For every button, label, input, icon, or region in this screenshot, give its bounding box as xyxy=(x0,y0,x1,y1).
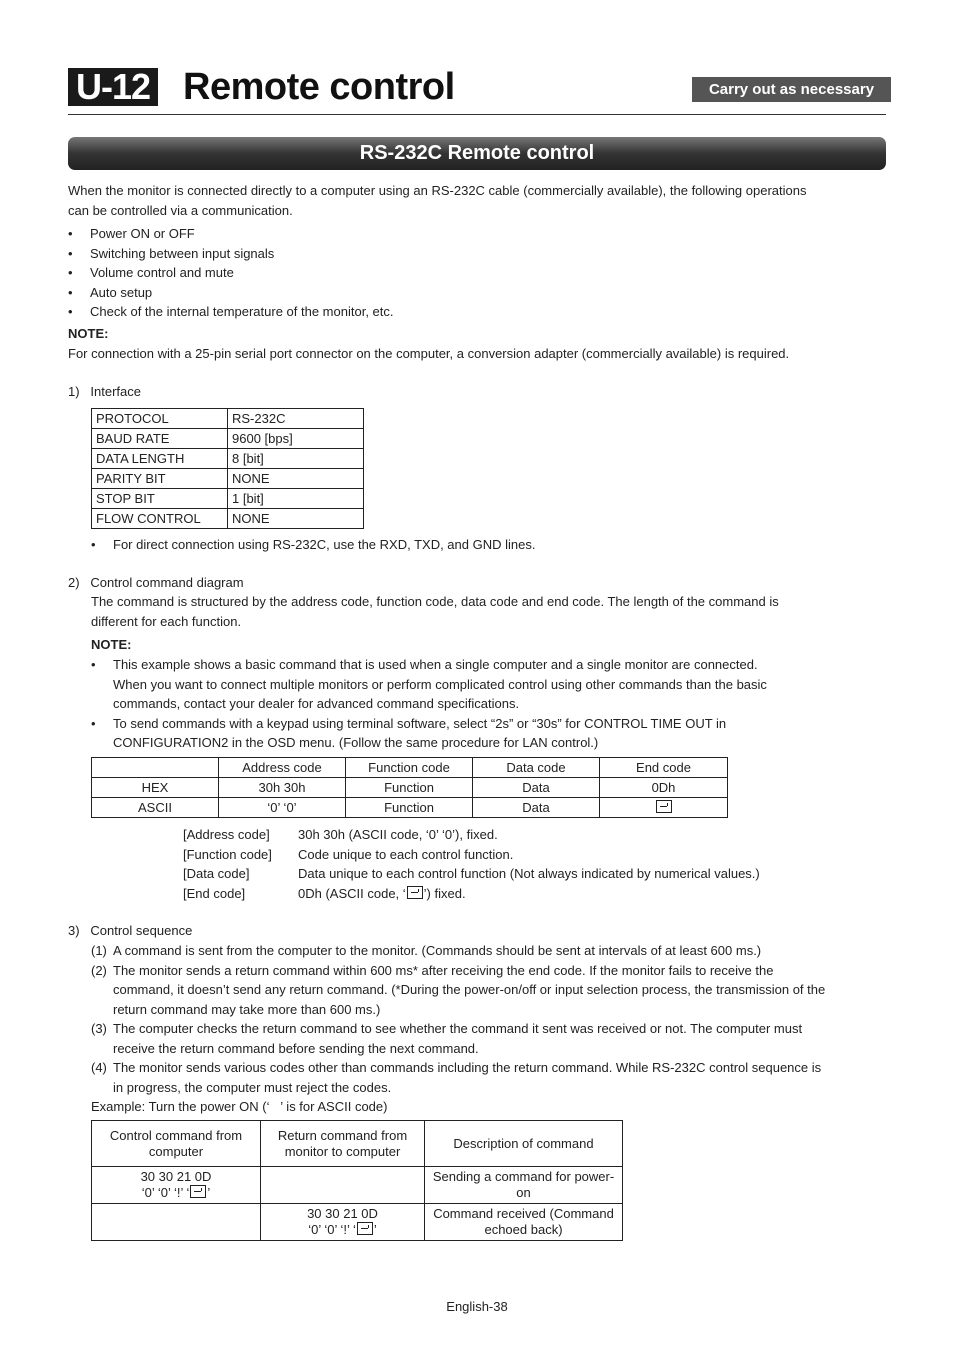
table-cell: RS-232C xyxy=(228,409,364,429)
interface-bullet: • For direct connection using RS-232C, use the RXD, TXD, and GND lines. xyxy=(113,535,535,555)
ascii-code xyxy=(96,1185,256,1201)
definition-row xyxy=(183,845,883,865)
step-number: (1) xyxy=(91,943,107,958)
diagram-line-1: The command is structured by the address code, function code, data code and end code. The length of the command is xyxy=(91,594,779,609)
note-1-line-3: commands, contact your dealer for advanced command specifications. xyxy=(113,696,520,711)
table-row xyxy=(92,1121,623,1167)
diagram-line-2: different for each function. xyxy=(91,613,242,629)
definition-desc: Code unique to each control function. xyxy=(298,846,514,862)
code-definitions xyxy=(183,825,883,903)
diagram-paragraph xyxy=(91,592,891,631)
page-number: English-38 xyxy=(446,1299,508,1314)
list-item: • Auto setup xyxy=(90,283,890,303)
table-cell: ASCII xyxy=(92,798,219,818)
end-desc-part: ’) fixed. xyxy=(423,885,466,901)
ascii-code xyxy=(265,1222,420,1238)
definition-desc xyxy=(298,884,466,904)
header-divider xyxy=(68,114,886,115)
diagram-heading: 2) Control command diagram xyxy=(68,575,244,590)
definition-term: [Data code] xyxy=(183,866,250,881)
table-cell xyxy=(261,1204,425,1241)
page-title: Remote control xyxy=(183,66,455,108)
table-row xyxy=(92,1167,623,1204)
table-cell: FLOW CONTROL xyxy=(92,509,228,529)
table-cell: Data xyxy=(473,798,600,818)
enter-key-icon xyxy=(190,1185,206,1198)
hex-code: 30 30 21 0D xyxy=(140,1169,212,1184)
step-text: The monitor sends various codes other than commands including the return command. While RS-232C control sequence is xyxy=(113,1060,822,1075)
table-cell xyxy=(92,1167,261,1204)
table-cell: PROTOCOL xyxy=(92,409,228,429)
note-2-line-2: CONFIGURATION2 in the OSD menu. (Follow the same procedure for LAN control.) xyxy=(113,735,599,750)
table-cell: STOP BIT xyxy=(92,489,228,509)
table-cell: 9600 [bps] xyxy=(228,429,364,449)
table-cell: ‘0’ ‘0’ xyxy=(219,798,346,818)
definition-row xyxy=(183,884,883,904)
interface-heading: 1) Interface xyxy=(68,384,141,399)
example-text: Example: Turn the power ON (‘ ’ is for ASCII code) xyxy=(91,1099,388,1114)
table-cell: Function xyxy=(346,798,473,818)
table-cell: PARITY BIT xyxy=(92,469,228,489)
step-number: (2) xyxy=(91,962,107,978)
ascii-text: ’ xyxy=(207,1185,211,1200)
intro-paragraph xyxy=(68,181,898,220)
step-text: receive the return command before sending the next command. xyxy=(113,1040,479,1056)
step-text: The monitor sends a return command within 600 ms* after receiving the end code. If the monitor fails to receive the xyxy=(113,962,774,978)
table-cell: Address code xyxy=(219,758,346,778)
intro-line-2: can be controlled via a communication. xyxy=(68,202,293,218)
table-cell: NONE xyxy=(228,469,364,489)
feature-list xyxy=(90,224,890,322)
list-item: • Power ON or OFF xyxy=(90,224,890,244)
enter-key-icon xyxy=(357,1222,373,1235)
ascii-text: ‘0’ ‘0’ ‘!’ ‘ xyxy=(308,1222,356,1237)
table-cell: 8 [bit] xyxy=(228,449,364,469)
note-1-line-2: When you want to connect multiple monitors or perform complicated control using other commands than the basic xyxy=(113,676,767,692)
table-cell: DATA LENGTH xyxy=(92,449,228,469)
ascii-text: ‘0’ ‘0’ ‘!’ ‘ xyxy=(141,1185,190,1200)
table-cell: Function xyxy=(346,778,473,798)
sequence-step xyxy=(91,961,891,1020)
step-text: A command is sent from the computer to the monitor. (Commands should be sent at intervals of at least 600 ms.) xyxy=(113,943,762,958)
definition-row xyxy=(183,825,883,845)
table-row xyxy=(92,778,728,798)
hex-code: 30 30 21 0D xyxy=(307,1206,378,1221)
step-number: (4) xyxy=(91,1060,107,1075)
section-heading: RS-232C Remote control xyxy=(68,137,886,170)
definition-desc: Data unique to each control function (Not always indicated by numerical values.) xyxy=(298,866,760,881)
table-row xyxy=(92,489,364,509)
list-item: • Volume control and mute xyxy=(90,263,890,283)
table-row xyxy=(92,409,364,429)
enter-key-icon xyxy=(407,886,423,899)
table-cell: HEX xyxy=(92,778,219,798)
table-cell: 0Dh xyxy=(600,778,728,798)
table-cell: NONE xyxy=(228,509,364,529)
sequence-step xyxy=(91,1019,891,1058)
diagram-note-label: NOTE: xyxy=(91,637,132,652)
definition-term: [End code] xyxy=(183,885,246,901)
note-2-line-1: • To send commands with a keypad using terminal software, select “2s” or “30s” for CONTROL TIME OUT in xyxy=(113,714,893,734)
step-text: in progress, the computer must reject the codes. xyxy=(113,1079,392,1095)
definition-term: [Address code] xyxy=(183,827,270,842)
sequence-step xyxy=(91,1058,891,1097)
definition-desc: 30h 30h (ASCII code, ‘0’ ‘0’), fixed. xyxy=(298,827,498,842)
table-cell: 30h 30h xyxy=(219,778,346,798)
table-cell: Sending a command for power-on xyxy=(425,1167,623,1204)
note-text: For connection with a 25-pin serial port connector on the computer, a conversion adapter (commercially available) is required. xyxy=(68,346,790,361)
table-row xyxy=(92,509,364,529)
step-text: The computer checks the return command to see whether the command it sent was received or not. The computer must xyxy=(113,1021,803,1036)
note-label: NOTE: xyxy=(68,326,109,341)
table-cell xyxy=(600,798,728,818)
sequence-step xyxy=(91,941,891,961)
diagram-notes xyxy=(113,655,893,753)
table-cell: Description of command xyxy=(425,1121,623,1167)
table-cell: End code xyxy=(600,758,728,778)
list-item: • Switching between input signals xyxy=(90,244,890,264)
definition-term: [Function code] xyxy=(183,846,272,862)
table-cell: Control command from computer xyxy=(92,1121,261,1167)
table-cell: Return command from monitor to computer xyxy=(261,1121,425,1167)
table-row xyxy=(92,429,364,449)
step-number: (3) xyxy=(91,1021,107,1036)
table-cell: Command received (Command echoed back) xyxy=(425,1204,623,1241)
table-row xyxy=(92,758,728,778)
table-row xyxy=(92,469,364,489)
carry-out-badge: Carry out as necessary xyxy=(692,77,891,102)
table-cell: Data code xyxy=(473,758,600,778)
ascii-text: ’ xyxy=(373,1222,377,1237)
table-cell xyxy=(92,1204,261,1241)
definition-row xyxy=(183,864,883,884)
table-cell: 1 [bit] xyxy=(228,489,364,509)
enter-key-icon xyxy=(656,800,672,813)
table-cell: Function code xyxy=(346,758,473,778)
table-cell: BAUD RATE xyxy=(92,429,228,449)
intro-line-1: When the monitor is connected directly to a computer using an RS-232C cable (commercially available), the following operations xyxy=(68,183,807,198)
sequence-steps xyxy=(91,941,891,1117)
table-cell: Data xyxy=(473,778,600,798)
table-row xyxy=(92,1204,623,1241)
command-structure-table xyxy=(91,757,728,818)
table-cell xyxy=(261,1167,425,1204)
list-item: • Check of the internal temperature of the monitor, etc. xyxy=(90,302,890,322)
sequence-example-table xyxy=(91,1120,623,1241)
end-desc-part: 0Dh (ASCII code, ‘ xyxy=(298,885,406,901)
sequence-heading: 3) Control sequence xyxy=(68,923,193,938)
note-1-line-1: • This example shows a basic command that is used when a single computer and a single monitor are connected. xyxy=(113,655,893,675)
interface-table xyxy=(91,408,364,529)
table-cell xyxy=(92,758,219,778)
step-text: return command may take more than 600 ms.) xyxy=(113,1001,381,1017)
step-text: command, it doesn’t send any return command. (*During the power-on/off or input selection process, the transmission of the xyxy=(113,982,826,997)
table-row xyxy=(92,798,728,818)
table-row xyxy=(92,449,364,469)
section-badge: U-12 xyxy=(68,68,158,106)
